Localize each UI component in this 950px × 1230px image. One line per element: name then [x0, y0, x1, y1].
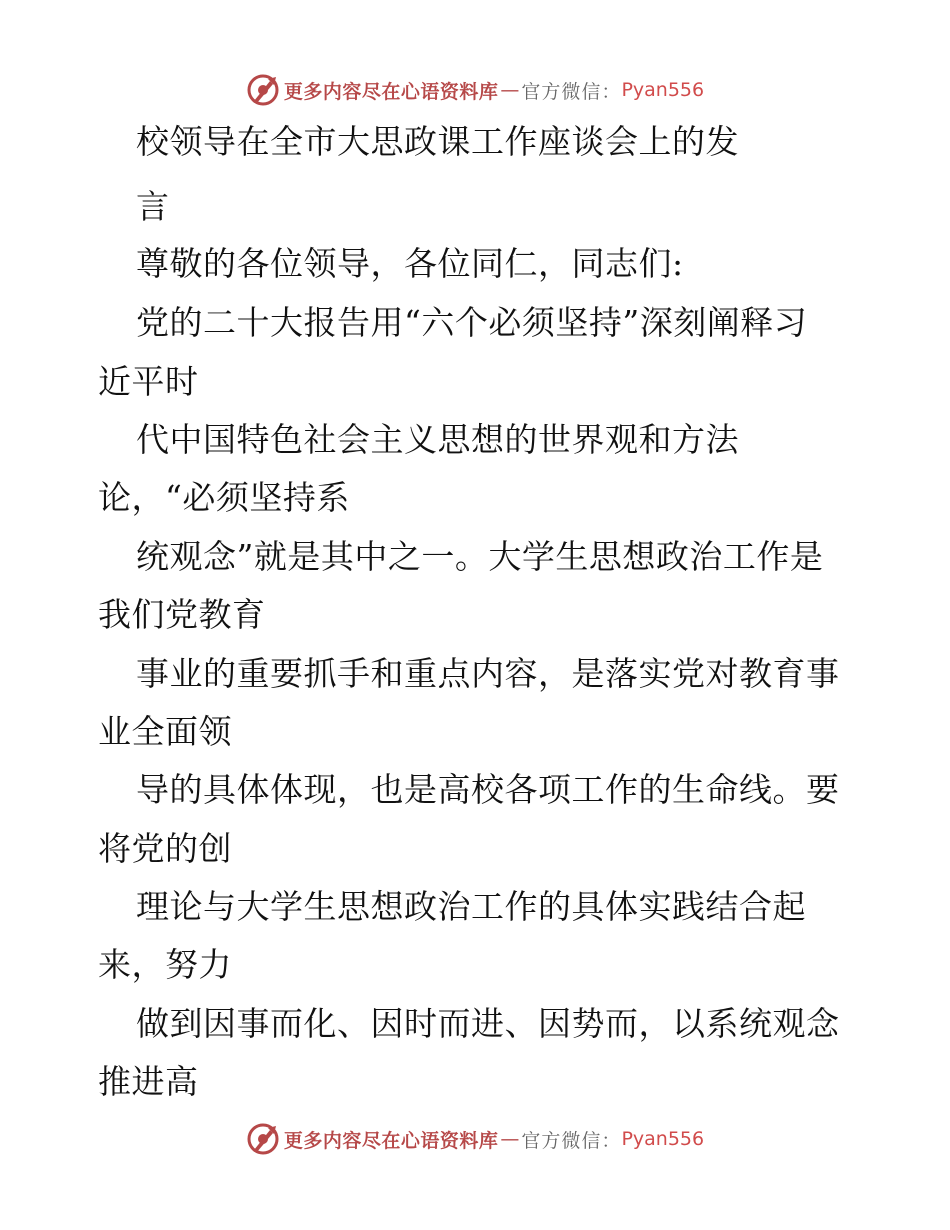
paragraph-line: 理论与大学生思想政治工作的具体实践结合起 [136, 887, 806, 926]
banner-main-text: 更多内容尽在心语资料库 [283, 1129, 499, 1152]
paragraph-line: 论，“必须坚持系 [98, 478, 350, 517]
banner-main-text: 更多内容尽在心语资料库 [283, 80, 499, 103]
banner-wechat-id: Pyan556 [621, 1128, 705, 1150]
pen-logo-icon [246, 73, 280, 107]
paragraph-line: 导的具体体现，也是高校各项工作的生命线。要 [136, 770, 840, 809]
paragraph-line: 统观念”就是其中之一。大学生思想政治工作是 [136, 537, 824, 576]
banner-wechat-label: 官方微信： [521, 1129, 622, 1152]
document-title-line: 校领导在全市大思政课工作座谈会上的发 [136, 122, 739, 161]
paragraph-line: 将党的创 [98, 829, 232, 868]
banner-dash: — [500, 79, 520, 101]
pen-logo-icon [246, 1122, 280, 1156]
paragraph-line: 代中国特色社会主义思想的世界观和方法 [136, 420, 739, 459]
footer-banner [0, 1119, 950, 1159]
paragraph-line: 推进高 [98, 1062, 199, 1101]
paragraph-line: 来，努力 [98, 945, 232, 984]
document-title-line: 言 [136, 187, 170, 226]
banner-wechat-id: Pyan556 [621, 79, 705, 101]
paragraph-line: 事业的重要抓手和重点内容，是落实党对教育事 [136, 654, 840, 693]
banner-dash: — [500, 1128, 520, 1150]
header-banner [0, 70, 950, 110]
paragraph-line: 党的二十大报告用“六个必须坚持”深刻阐释习 [136, 303, 808, 342]
paragraph-line: 我们党教育 [98, 595, 266, 634]
banner-wechat-label: 官方微信： [521, 80, 622, 103]
paragraph-line: 做到因事而化、因时而进、因势而，以系统观念 [136, 1004, 840, 1043]
salutation-line: 尊敬的各位领导，各位同仁，同志们: [136, 244, 684, 283]
paragraph-line: 业全面领 [98, 712, 232, 751]
paragraph-line: 近平时 [98, 362, 199, 401]
